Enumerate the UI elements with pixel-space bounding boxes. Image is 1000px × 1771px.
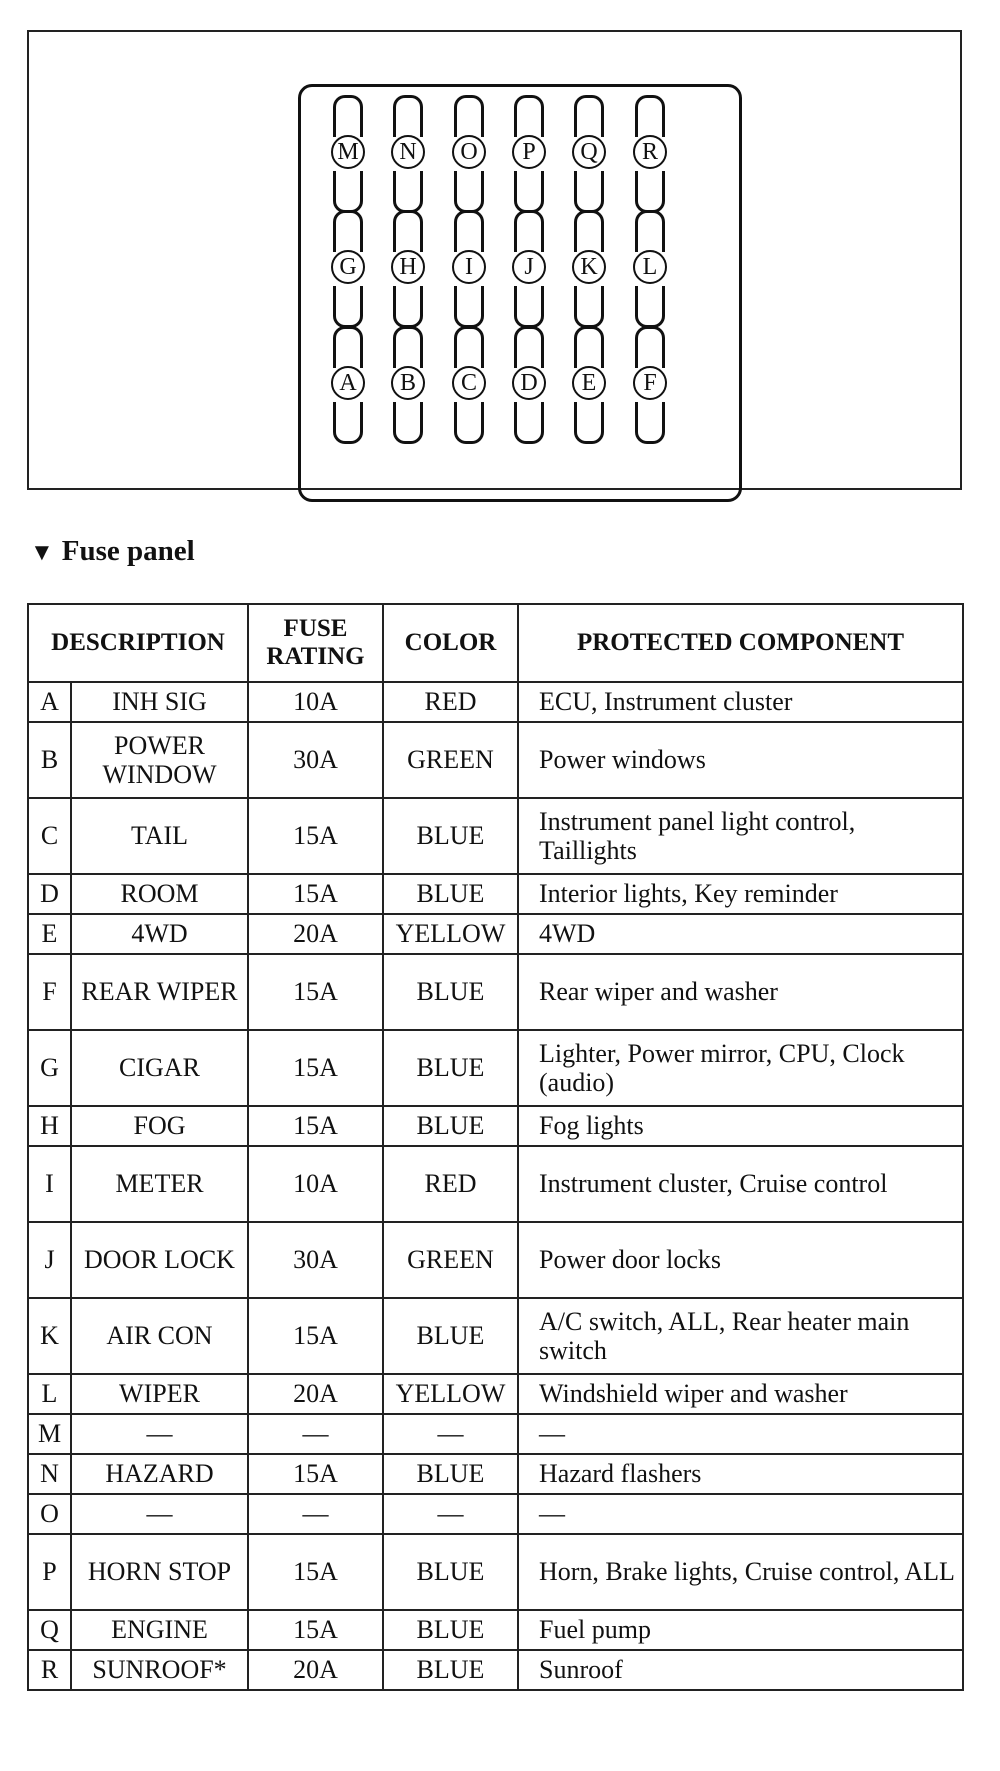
fuse-terminal-top	[514, 95, 544, 137]
table-row	[28, 914, 963, 954]
fuse-id-cell: C	[28, 798, 71, 874]
fuse-terminal-top	[635, 95, 665, 137]
fuse-terminal-top	[333, 95, 363, 137]
fuse-color-cell: BLUE	[383, 954, 518, 1030]
fuse-color-cell: BLUE	[383, 1298, 518, 1374]
fuse-id-cell: D	[28, 874, 71, 914]
fuse-id-cell: P	[28, 1534, 71, 1610]
protected-component-cell: Fog lights	[518, 1106, 963, 1146]
fuse-slot-k	[562, 210, 622, 328]
fuse-rating-cell: 10A	[248, 682, 383, 722]
description-cell: ROOM	[71, 874, 248, 914]
fuse-slot-h	[381, 210, 441, 328]
table-row	[28, 1298, 963, 1374]
fuse-slot-e	[562, 326, 622, 444]
fuse-terminal-bottom	[574, 171, 604, 213]
fuse-label-circle: C	[452, 366, 486, 400]
fuse-terminal-top	[393, 95, 423, 137]
table-row	[28, 1146, 963, 1222]
fuse-rating-cell: —	[248, 1414, 383, 1454]
section-title: Fuse panel	[61, 535, 195, 567]
fuse-terminal-top	[514, 210, 544, 252]
table-row	[28, 682, 963, 722]
fuse-label-circle: F	[633, 366, 667, 400]
fuse-rating-cell: 20A	[248, 1650, 383, 1690]
fuse-slot-q	[562, 95, 622, 213]
fuse-slot-r	[623, 95, 683, 213]
fuse-color-cell: BLUE	[383, 1454, 518, 1494]
protected-component-cell: Windshield wiper and washer	[518, 1374, 963, 1414]
fuse-id-cell: K	[28, 1298, 71, 1374]
protected-component-cell: ECU, Instrument cluster	[518, 682, 963, 722]
table-row	[28, 1374, 963, 1414]
table-row	[28, 954, 963, 1030]
fuse-label-circle: J	[512, 250, 546, 284]
fuse-slot-c	[442, 326, 502, 444]
fuse-color-cell: BLUE	[383, 798, 518, 874]
table-row	[28, 1650, 963, 1690]
description-cell: ENGINE	[71, 1610, 248, 1650]
description-cell: WIPER	[71, 1374, 248, 1414]
fuse-terminal-bottom	[454, 402, 484, 444]
fuse-color-cell: BLUE	[383, 1610, 518, 1650]
triangle-marker-icon: ▼	[30, 540, 54, 566]
fuse-rating-cell: 15A	[248, 1030, 383, 1106]
fuse-terminal-bottom	[393, 402, 423, 444]
table-header-row	[28, 604, 963, 682]
description-cell: FOG	[71, 1106, 248, 1146]
fuse-id-cell: E	[28, 914, 71, 954]
fuse-id-cell: B	[28, 722, 71, 798]
fuse-terminal-top	[635, 210, 665, 252]
protected-component-cell: A/C switch, ALL, Rear heater main switch	[518, 1298, 963, 1374]
fuse-id-cell: H	[28, 1106, 71, 1146]
fuse-terminal-bottom	[393, 286, 423, 328]
header-fuse-rating: FUSE RATING	[248, 604, 383, 682]
fuse-id-cell: Q	[28, 1610, 71, 1650]
fuse-slot-o	[442, 95, 502, 213]
description-cell: CIGAR	[71, 1030, 248, 1106]
fuse-slot-l	[623, 210, 683, 328]
description-cell: HAZARD	[71, 1454, 248, 1494]
fuse-terminal-top	[574, 95, 604, 137]
fuse-table	[27, 603, 964, 1691]
fuse-slot-a	[321, 326, 381, 444]
fuse-slot-g	[321, 210, 381, 328]
header-protected-component: PROTECTED COMPONENT	[518, 604, 963, 682]
description-cell: TAIL	[71, 798, 248, 874]
fuse-id-cell: M	[28, 1414, 71, 1454]
fuse-id-cell: N	[28, 1454, 71, 1494]
fuse-rating-cell: 15A	[248, 1454, 383, 1494]
fuse-id-cell: R	[28, 1650, 71, 1690]
fuse-slot-b	[381, 326, 441, 444]
protected-component-cell: Instrument cluster, Cruise control	[518, 1146, 963, 1222]
fuse-color-cell: YELLOW	[383, 914, 518, 954]
table-row	[28, 798, 963, 874]
fuse-label-circle: E	[572, 366, 606, 400]
description-cell: —	[71, 1494, 248, 1534]
fuse-slot-f	[623, 326, 683, 444]
description-cell: METER	[71, 1146, 248, 1222]
protected-component-cell: Power door locks	[518, 1222, 963, 1298]
fuse-terminal-bottom	[514, 286, 544, 328]
fuse-label-circle: M	[331, 135, 365, 169]
fuse-terminal-bottom	[333, 402, 363, 444]
protected-component-cell: 4WD	[518, 914, 963, 954]
fuse-color-cell: BLUE	[383, 874, 518, 914]
protected-component-cell: —	[518, 1414, 963, 1454]
description-cell: REAR WIPER	[71, 954, 248, 1030]
fuse-terminal-bottom	[574, 286, 604, 328]
fuse-rating-cell: 15A	[248, 874, 383, 914]
protected-component-cell: Sunroof	[518, 1650, 963, 1690]
fuse-label-circle: D	[512, 366, 546, 400]
fuse-label-circle: H	[391, 250, 425, 284]
fuse-box-outline	[298, 84, 742, 502]
fuse-id-cell: O	[28, 1494, 71, 1534]
fuse-color-cell: GREEN	[383, 722, 518, 798]
fuse-terminal-top	[333, 210, 363, 252]
fuse-id-cell: F	[28, 954, 71, 1030]
table-row	[28, 1414, 963, 1454]
description-cell: AIR CON	[71, 1298, 248, 1374]
fuse-label-circle: K	[572, 250, 606, 284]
fuse-terminal-top	[393, 326, 423, 368]
fuse-rating-cell: 15A	[248, 1106, 383, 1146]
table-row	[28, 1030, 963, 1106]
description-cell: —	[71, 1414, 248, 1454]
protected-component-cell: Interior lights, Key reminder	[518, 874, 963, 914]
protected-component-cell: Lighter, Power mirror, CPU, Clock (audio)	[518, 1030, 963, 1106]
fuse-color-cell: BLUE	[383, 1650, 518, 1690]
table-row	[28, 1454, 963, 1494]
table-row	[28, 1222, 963, 1298]
fuse-rating-cell: 15A	[248, 1534, 383, 1610]
description-cell: DOOR LOCK	[71, 1222, 248, 1298]
fuse-id-cell: L	[28, 1374, 71, 1414]
fuse-terminal-bottom	[393, 171, 423, 213]
fuse-id-cell: A	[28, 682, 71, 722]
description-cell: HORN STOP	[71, 1534, 248, 1610]
fuse-rating-cell: 30A	[248, 1222, 383, 1298]
fuse-diagram-frame	[27, 30, 962, 490]
fuse-terminal-bottom	[454, 171, 484, 213]
table-row	[28, 874, 963, 914]
fuse-rating-cell: 15A	[248, 1610, 383, 1650]
fuse-terminal-top	[454, 210, 484, 252]
fuse-color-cell: GREEN	[383, 1222, 518, 1298]
fuse-terminal-bottom	[635, 171, 665, 213]
fuse-label-circle: Q	[572, 135, 606, 169]
description-cell: 4WD	[71, 914, 248, 954]
fuse-id-cell: J	[28, 1222, 71, 1298]
fuse-terminal-top	[574, 210, 604, 252]
fuse-label-circle: G	[331, 250, 365, 284]
fuse-color-cell: RED	[383, 1146, 518, 1222]
fuse-rating-cell: 15A	[248, 1298, 383, 1374]
fuse-label-circle: O	[452, 135, 486, 169]
table-row	[28, 1106, 963, 1146]
fuse-terminal-bottom	[514, 171, 544, 213]
fuse-rating-cell: 15A	[248, 954, 383, 1030]
fuse-label-circle: A	[331, 366, 365, 400]
fuse-rating-cell: 30A	[248, 722, 383, 798]
fuse-label-circle: I	[452, 250, 486, 284]
protected-component-cell: —	[518, 1494, 963, 1534]
fuse-terminal-top	[574, 326, 604, 368]
fuse-color-cell: BLUE	[383, 1030, 518, 1106]
table-row	[28, 1494, 963, 1534]
fuse-slot-j	[502, 210, 562, 328]
description-cell: POWER WINDOW	[71, 722, 248, 798]
fuse-label-circle: R	[633, 135, 667, 169]
fuse-slot-m	[321, 95, 381, 213]
section-heading	[30, 535, 195, 568]
fuse-id-cell: G	[28, 1030, 71, 1106]
fuse-color-cell: —	[383, 1494, 518, 1534]
fuse-terminal-bottom	[635, 286, 665, 328]
description-cell: SUNROOF*	[71, 1650, 248, 1690]
protected-component-cell: Horn, Brake lights, Cruise control, ALL	[518, 1534, 963, 1610]
fuse-rating-cell: 10A	[248, 1146, 383, 1222]
protected-component-cell: Fuel pump	[518, 1610, 963, 1650]
fuse-rating-cell: 15A	[248, 798, 383, 874]
fuse-label-circle: N	[391, 135, 425, 169]
protected-component-cell: Hazard flashers	[518, 1454, 963, 1494]
protected-component-cell: Power windows	[518, 722, 963, 798]
fuse-slot-d	[502, 326, 562, 444]
fuse-color-cell: YELLOW	[383, 1374, 518, 1414]
fuse-rating-cell: —	[248, 1494, 383, 1534]
fuse-terminal-bottom	[454, 286, 484, 328]
fuse-color-cell: BLUE	[383, 1106, 518, 1146]
fuse-terminal-top	[514, 326, 544, 368]
fuse-slot-n	[381, 95, 441, 213]
fuse-terminal-bottom	[514, 402, 544, 444]
table-row	[28, 1534, 963, 1610]
fuse-terminal-top	[635, 326, 665, 368]
fuse-id-cell: I	[28, 1146, 71, 1222]
fuse-label-circle: B	[391, 366, 425, 400]
fuse-terminal-top	[333, 326, 363, 368]
fuse-slot-p	[502, 95, 562, 213]
header-color: COLOR	[383, 604, 518, 682]
fuse-terminal-top	[393, 210, 423, 252]
fuse-terminal-top	[454, 326, 484, 368]
fuse-slot-i	[442, 210, 502, 328]
header-description: DESCRIPTION	[28, 604, 248, 682]
fuse-label-circle: P	[512, 135, 546, 169]
protected-component-cell: Instrument panel light control, Taillights	[518, 798, 963, 874]
fuse-label-circle: L	[633, 250, 667, 284]
fuse-color-cell: —	[383, 1414, 518, 1454]
fuse-terminal-bottom	[333, 171, 363, 213]
description-cell: INH SIG	[71, 682, 248, 722]
fuse-terminal-bottom	[635, 402, 665, 444]
protected-component-cell: Rear wiper and washer	[518, 954, 963, 1030]
table-row	[28, 1610, 963, 1650]
fuse-terminal-bottom	[333, 286, 363, 328]
table-row	[28, 722, 963, 798]
fuse-rating-cell: 20A	[248, 914, 383, 954]
fuse-color-cell: BLUE	[383, 1534, 518, 1610]
fuse-terminal-bottom	[574, 402, 604, 444]
fuse-rating-cell: 20A	[248, 1374, 383, 1414]
fuse-terminal-top	[454, 95, 484, 137]
fuse-color-cell: RED	[383, 682, 518, 722]
